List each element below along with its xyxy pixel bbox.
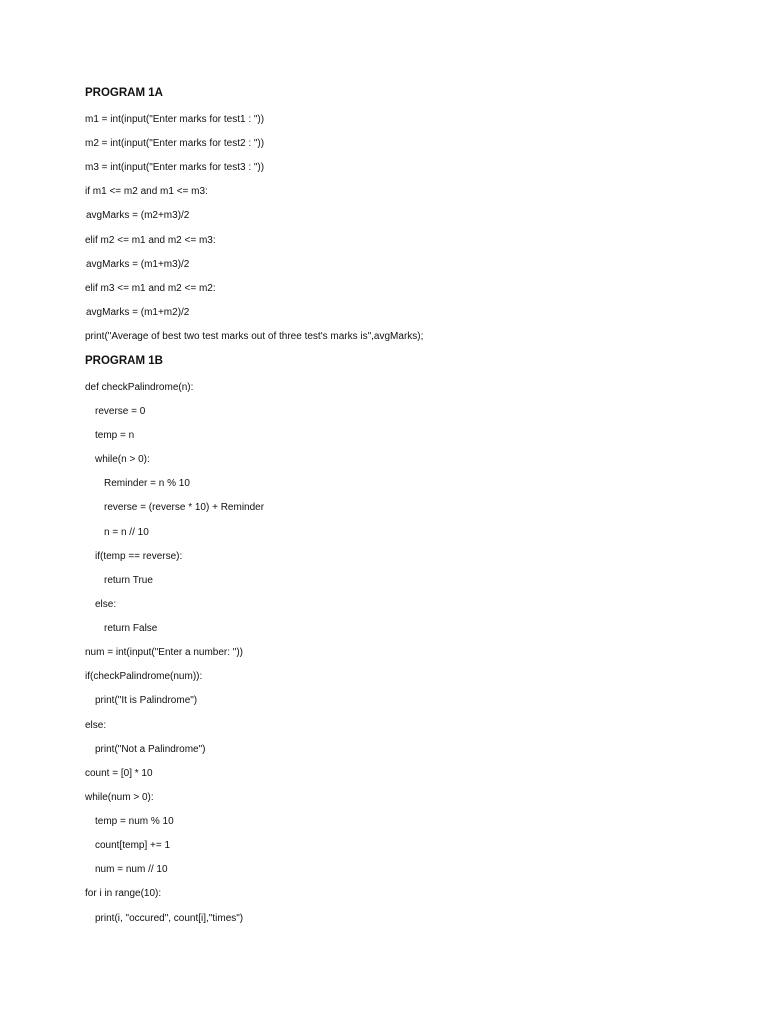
code-line: if(checkPalindrome(num)):: [85, 671, 203, 682]
code-line: m2 = int(input("Enter marks for test2 : ")): [85, 138, 265, 149]
code-line: print("Not a Palindrome"): [95, 744, 206, 755]
code-line: return False: [104, 623, 158, 634]
code-line: avgMarks = (m1+m2)/2: [86, 307, 190, 318]
code-line: if(temp == reverse):: [95, 551, 183, 562]
code-line: elif m3 <= m1 and m2 <= m2:: [85, 283, 216, 294]
code-line: return True: [104, 575, 153, 586]
code-line: for i in range(10):: [85, 888, 162, 899]
code-line: else:: [95, 599, 117, 610]
code-line: reverse = (reverse * 10) + Reminder: [104, 502, 265, 513]
code-line: m3 = int(input("Enter marks for test3 : ")): [85, 162, 265, 173]
code-line: num = num // 10: [95, 864, 168, 875]
code-line: while(n > 0):: [95, 454, 150, 465]
code-line: temp = num % 10: [95, 816, 174, 827]
code-line: print("Average of best two test marks out of three test's marks is",avgMarks);: [85, 331, 424, 342]
code-line: print(i, "occured", count[i],"times"): [95, 913, 244, 924]
code-line: else:: [85, 720, 107, 731]
code-line: count[temp] += 1: [95, 840, 171, 851]
program-1a-heading: PROGRAM 1A: [85, 87, 163, 99]
code-line: num = int(input("Enter a number: ")): [85, 647, 243, 658]
code-line: def checkPalindrome(n):: [85, 382, 194, 393]
code-line: reverse = 0: [95, 406, 146, 417]
code-line: n = n // 10: [104, 527, 149, 538]
code-line: elif m2 <= m1 and m2 <= m3:: [85, 235, 216, 246]
code-line: temp = n: [95, 430, 135, 441]
code-line: while(num > 0):: [85, 792, 154, 803]
code-line: count = [0] * 10: [85, 768, 153, 779]
code-line: m1 = int(input("Enter marks for test1 : ")): [85, 114, 265, 125]
code-line: avgMarks = (m2+m3)/2: [86, 210, 190, 221]
code-line: if m1 <= m2 and m1 <= m3:: [85, 186, 208, 197]
code-line: avgMarks = (m1+m3)/2: [86, 259, 190, 270]
code-line: Reminder = n % 10: [104, 478, 190, 489]
program-1b-heading: PROGRAM 1B: [85, 355, 163, 367]
code-line: print("It is Palindrome"): [95, 695, 198, 706]
